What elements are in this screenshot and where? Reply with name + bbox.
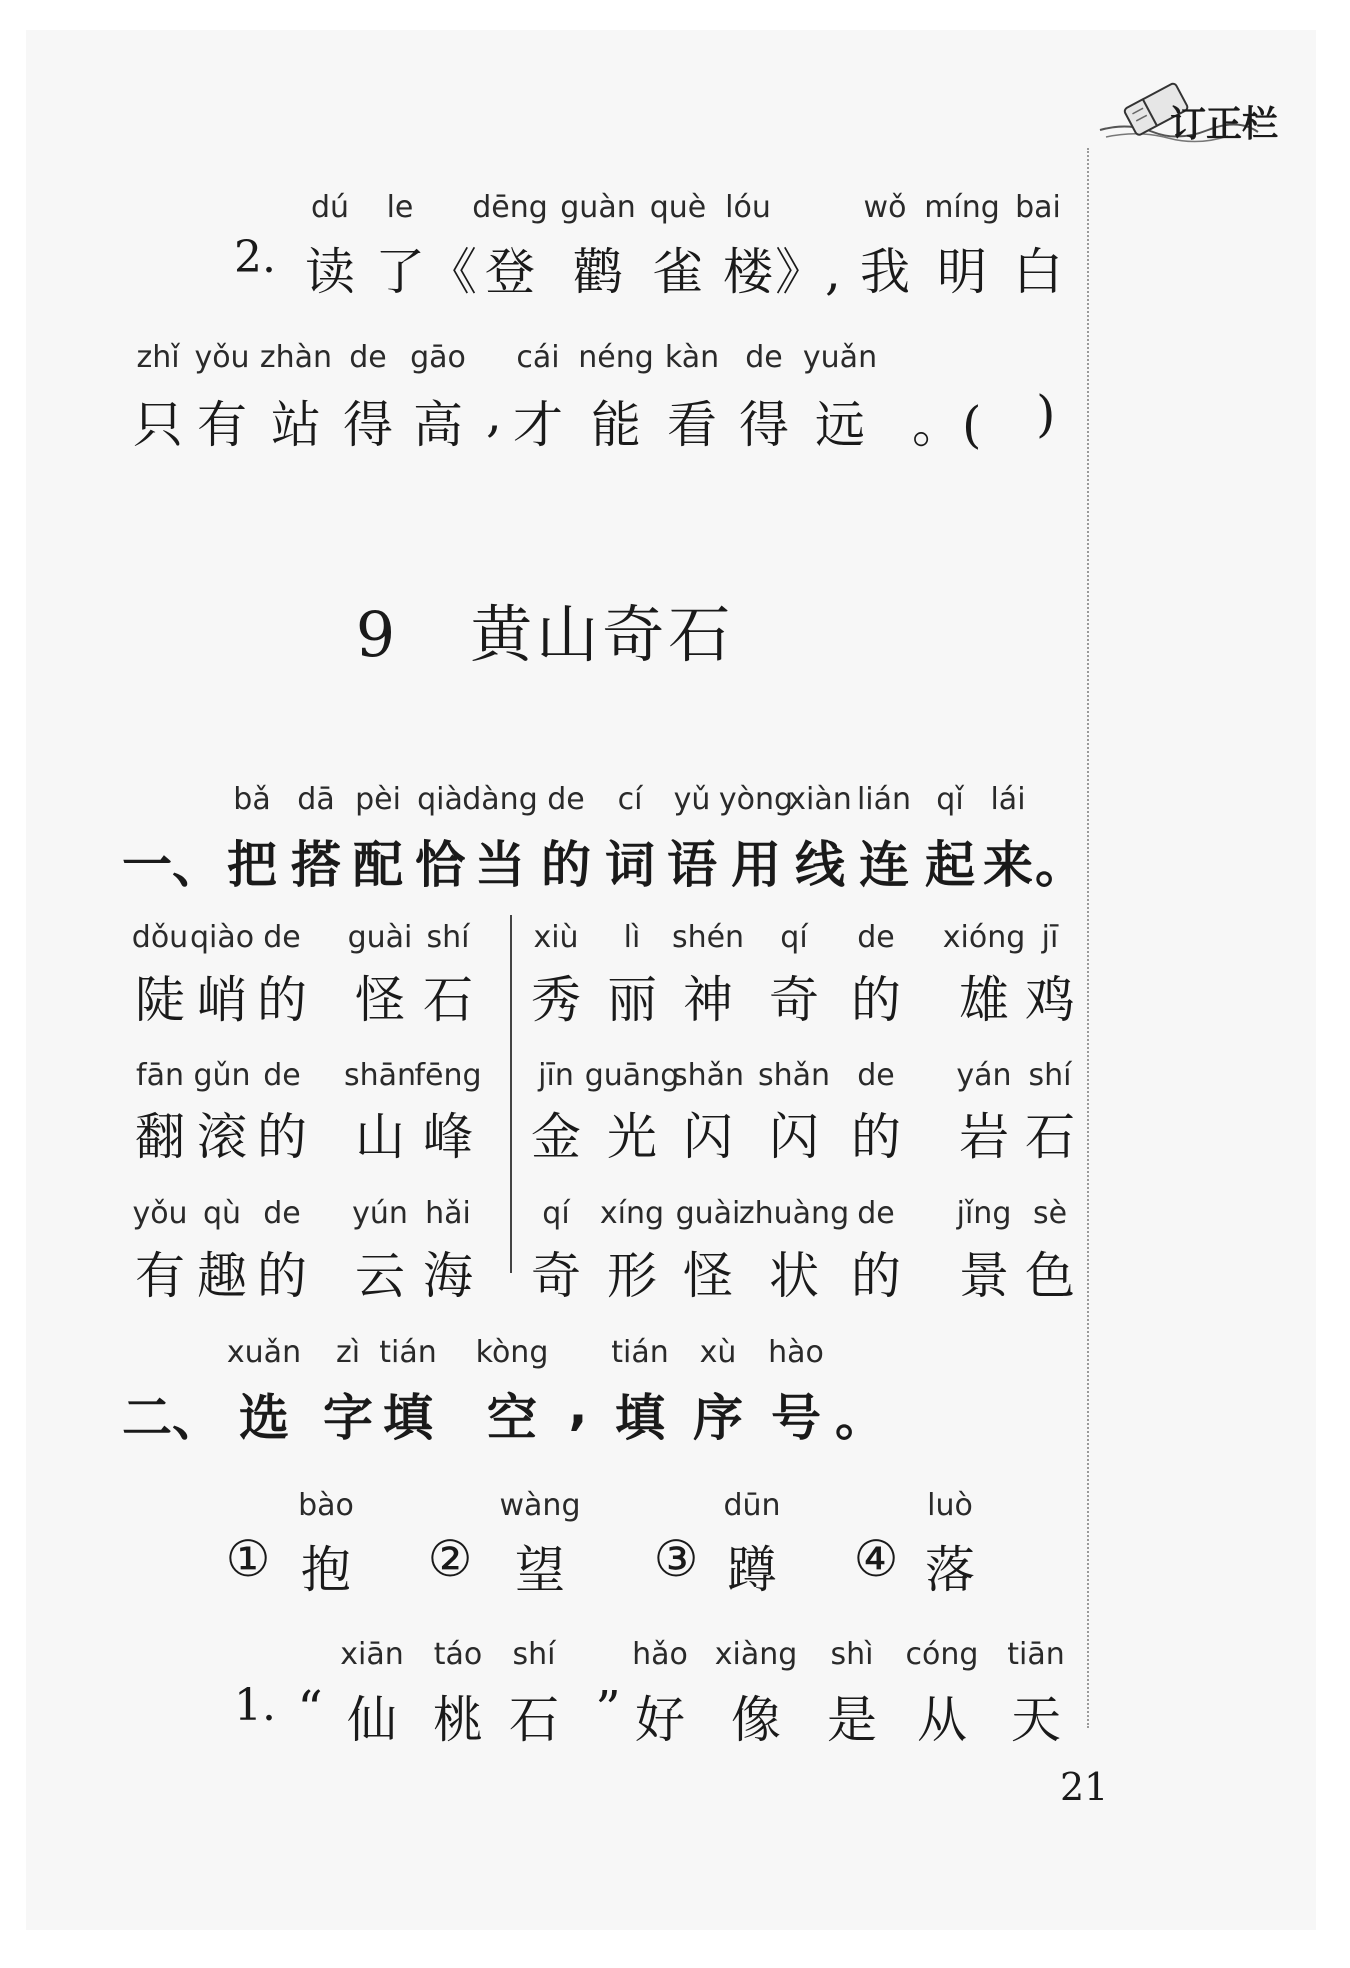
pinyin: qǐ [936, 782, 964, 817]
punctuation: “ [297, 1680, 323, 1738]
pinyin: yán [956, 1058, 1012, 1093]
pinyin: yuǎn [802, 340, 878, 375]
hanzi-character: 语 [667, 836, 717, 894]
pinyin: fān [136, 1058, 184, 1093]
option-number: ④ [853, 1530, 899, 1588]
punctuation: , [568, 1378, 588, 1436]
pinyin: hào [768, 1335, 824, 1370]
hanzi-character: 金 [531, 1108, 581, 1166]
hanzi-character: 看 [667, 396, 717, 454]
lesson-number: 9 [355, 598, 400, 671]
pinyin: xiàng [714, 1637, 798, 1672]
pinyin: dú [310, 190, 350, 225]
hanzi-character: 怪 [355, 971, 405, 1029]
answer-blank[interactable] [960, 385, 1030, 445]
pinyin: kòng [475, 1335, 549, 1370]
hanzi-character: 鸡 [1025, 971, 1075, 1029]
hanzi-character: 选 [239, 1389, 289, 1447]
hanzi-character: 号 [771, 1389, 821, 1447]
pinyin: shí [512, 1637, 556, 1672]
hanzi-character: 只 [133, 396, 183, 454]
pinyin: hǎi [425, 1196, 471, 1231]
hanzi-character: 站 [271, 396, 321, 454]
pinyin: hǎo [632, 1637, 688, 1672]
hanzi-character: 桃 [433, 1691, 483, 1749]
pinyin: de [547, 782, 585, 817]
pinyin: táo [433, 1637, 483, 1672]
pinyin: dā [297, 782, 335, 817]
pinyin: zhàn [259, 340, 333, 375]
hanzi-character: 楼 [723, 243, 773, 301]
hanzi-character: 石 [423, 971, 473, 1029]
pinyin: xù [699, 1335, 737, 1370]
hanzi-character: 得 [343, 396, 393, 454]
pinyin: luò [927, 1488, 973, 1523]
hanzi-character: 白 [1013, 243, 1063, 301]
pinyin: pèi [355, 782, 401, 817]
pinyin: yún [352, 1196, 408, 1231]
pinyin: zì [335, 1335, 361, 1370]
hanzi-character: 奇 [769, 971, 819, 1029]
hanzi-character: 状 [769, 1247, 819, 1305]
hanzi-character: 色 [1025, 1247, 1075, 1305]
hanzi-character: 秀 [531, 971, 581, 1029]
pinyin: kàn [664, 340, 720, 375]
hanzi-character: 的 [541, 836, 591, 894]
hanzi-character: 的 [851, 971, 901, 1029]
pinyin: fēng [414, 1058, 482, 1093]
hanzi-character: 云 [355, 1247, 405, 1305]
correction-column-header [1098, 82, 1313, 162]
pinyin: jī [1041, 920, 1059, 955]
hanzi-character: 雄 [959, 971, 1009, 1029]
pinyin: sè [1032, 1196, 1068, 1231]
hanzi-character: 搭 [291, 836, 341, 894]
pinyin: néng [578, 340, 654, 375]
hanzi-character: 字 [323, 1389, 373, 1447]
hanzi-character: 的 [257, 1108, 307, 1166]
hanzi-character: 海 [423, 1247, 473, 1305]
pinyin: gǔn [193, 1058, 251, 1093]
punctuation: 》, [775, 243, 841, 301]
pinyin: yǒu [194, 340, 250, 375]
hanzi-character: 读 [305, 243, 355, 301]
hanzi-character: 怪 [683, 1247, 733, 1305]
hanzi-character: 的 [851, 1247, 901, 1305]
hanzi-character: 滚 [197, 1108, 247, 1166]
pinyin: dūn [723, 1488, 781, 1523]
hanzi-character: 登 [485, 243, 535, 301]
hanzi-character: 奇 [531, 1247, 581, 1305]
hanzi-character: 的 [851, 1108, 901, 1166]
pinyin: qí [542, 1196, 570, 1231]
pinyin: cí [617, 782, 643, 817]
hanzi-character: 远 [815, 396, 865, 454]
option-character: 抱 [301, 1541, 351, 1599]
hanzi-character: 来 [983, 836, 1033, 894]
punctuation: 一、 [122, 836, 222, 894]
pinyin: tián [379, 1335, 437, 1370]
hanzi-character: 光 [607, 1108, 657, 1166]
hanzi-character: 闪 [683, 1108, 733, 1166]
punctuation: 《 [427, 243, 477, 301]
pinyin: de [857, 1058, 895, 1093]
pinyin: wàng [499, 1488, 581, 1523]
margin-divider [1087, 148, 1089, 1728]
hanzi-character: 当 [475, 836, 525, 894]
pinyin: lián [856, 782, 912, 817]
hanzi-character: 才 [513, 396, 563, 454]
hanzi-character: 空 [487, 1389, 537, 1447]
pinyin: de [745, 340, 783, 375]
hanzi-character: 山 [355, 1108, 405, 1166]
pinyin: shí [1028, 1058, 1072, 1093]
hanzi-character: 用 [731, 836, 781, 894]
pinyin: guài [347, 920, 413, 955]
pinyin: qiào [189, 920, 255, 955]
pinyin: yòng [718, 782, 794, 817]
pinyin: guàn [560, 190, 636, 225]
pinyin: tián [611, 1335, 669, 1370]
hanzi-character: 是 [827, 1691, 877, 1749]
pinyin: shǎn [757, 1058, 831, 1093]
pinyin: de [263, 920, 301, 955]
hanzi-character: 得 [739, 396, 789, 454]
hanzi-character: 岩 [959, 1108, 1009, 1166]
pinyin: lì [623, 920, 641, 955]
pinyin: dǒu [131, 920, 189, 955]
hanzi-character: 形 [607, 1247, 657, 1305]
hanzi-character: 闪 [769, 1108, 819, 1166]
hanzi-character: 高 [413, 396, 463, 454]
hanzi-character: 峰 [423, 1108, 473, 1166]
pinyin: dàng [462, 782, 538, 817]
hanzi-character: 天 [1011, 1691, 1061, 1749]
pinyin: qù [202, 1196, 242, 1231]
pinyin: de [263, 1058, 301, 1093]
hanzi-character: 线 [795, 836, 845, 894]
punctuation: 。 [1035, 836, 1085, 894]
correction-column-label: 订正栏 [1170, 104, 1279, 145]
pinyin: shì [830, 1637, 874, 1672]
hanzi-character: 能 [591, 396, 641, 454]
punctuation: 。 [835, 1389, 885, 1447]
hanzi-character: 了 [375, 243, 425, 301]
option-character: 蹲 [727, 1541, 777, 1599]
pinyin: le [386, 190, 414, 225]
pinyin: de [857, 1196, 895, 1231]
hanzi-character: 石 [509, 1691, 559, 1749]
pinyin: bǎ [233, 782, 271, 817]
pinyin: tiān [1007, 1637, 1065, 1672]
pinyin: xíng [599, 1196, 665, 1231]
pinyin: cái [516, 340, 560, 375]
pinyin: gāo [410, 340, 466, 375]
hanzi-character: 好 [635, 1691, 685, 1749]
pinyin: xióng [942, 920, 1026, 955]
pinyin: xiān [340, 1637, 404, 1672]
answer-bracket-open: 。( [912, 396, 982, 454]
hanzi-character: 峭 [197, 971, 247, 1029]
pinyin: xiàn [788, 782, 852, 817]
option-number: ③ [653, 1530, 699, 1588]
question-number: 2. [234, 232, 276, 283]
pinyin: dēng [472, 190, 548, 225]
hanzi-character: 的 [257, 1247, 307, 1305]
pinyin: de [263, 1196, 301, 1231]
page-number: 21 [1060, 1765, 1109, 1809]
matching-divider [510, 915, 512, 1273]
pinyin: guài [675, 1196, 741, 1231]
pinyin: shén [671, 920, 745, 955]
hanzi-character: 翻 [135, 1108, 185, 1166]
pinyin: xuǎn [226, 1335, 302, 1370]
pinyin: de [349, 340, 387, 375]
hanzi-character: 石 [1025, 1108, 1075, 1166]
lesson-name: 黄山奇石 [470, 598, 735, 671]
hanzi-character: 鹳 [573, 243, 623, 301]
hanzi-character: 配 [353, 836, 403, 894]
option-number: ② [427, 1530, 473, 1588]
hanzi-character: 陡 [135, 971, 185, 1029]
hanzi-character: 连 [859, 836, 909, 894]
lesson-title [0, 585, 1090, 674]
hanzi-character: 像 [731, 1691, 781, 1749]
pinyin: shí [426, 920, 470, 955]
punctuation: 二、 [122, 1389, 222, 1447]
hanzi-character: 明 [937, 243, 987, 301]
hanzi-character: 起 [925, 836, 975, 894]
pinyin: wǒ [863, 190, 907, 225]
answer-bracket-close: ) [1036, 385, 1056, 443]
pinyin: guāng [584, 1058, 680, 1093]
pinyin: bai [1015, 190, 1061, 225]
hanzi-character: 景 [959, 1247, 1009, 1305]
pinyin: míng [924, 190, 1000, 225]
hanzi-character: 丽 [607, 971, 657, 1029]
hanzi-character: 填 [383, 1389, 433, 1447]
pinyin: lái [990, 782, 1026, 817]
hanzi-character: 恰 [415, 836, 465, 894]
pinyin: shān [343, 1058, 417, 1093]
pinyin: yǒu [132, 1196, 188, 1231]
hanzi-character: 神 [683, 971, 733, 1029]
punctuation: , [486, 385, 502, 443]
pinyin: shǎn [671, 1058, 745, 1093]
hanzi-character: 词 [605, 836, 655, 894]
question-number: 1. [234, 1680, 276, 1731]
pinyin: jǐng [956, 1196, 1012, 1231]
hanzi-character: 我 [860, 243, 910, 301]
hanzi-character: 的 [257, 971, 307, 1029]
hanzi-character: 有 [135, 1247, 185, 1305]
hanzi-character: 雀 [653, 243, 703, 301]
pinyin: jīn [538, 1058, 574, 1093]
option-character: 望 [515, 1541, 565, 1599]
hanzi-character: 把 [227, 836, 277, 894]
hanzi-character: 序 [693, 1389, 743, 1447]
pinyin: qià [417, 782, 463, 817]
option-number: ① [225, 1530, 271, 1588]
hanzi-character: 仙 [347, 1691, 397, 1749]
hanzi-character: 有 [197, 396, 247, 454]
pinyin: zhǐ [136, 340, 180, 375]
pinyin: cóng [905, 1637, 979, 1672]
option-character: 落 [925, 1541, 975, 1599]
hanzi-character: 从 [917, 1691, 967, 1749]
hanzi-character: 填 [615, 1389, 665, 1447]
pinyin: qí [780, 920, 808, 955]
pinyin: què [649, 190, 707, 225]
pinyin: de [857, 920, 895, 955]
pinyin: xiù [533, 920, 579, 955]
pinyin: zhuàng [738, 1196, 850, 1231]
punctuation: ” [595, 1680, 621, 1738]
hanzi-character: 趣 [197, 1247, 247, 1305]
pinyin: yǔ [673, 782, 711, 817]
pinyin: bào [298, 1488, 354, 1523]
pinyin: lóu [725, 190, 771, 225]
